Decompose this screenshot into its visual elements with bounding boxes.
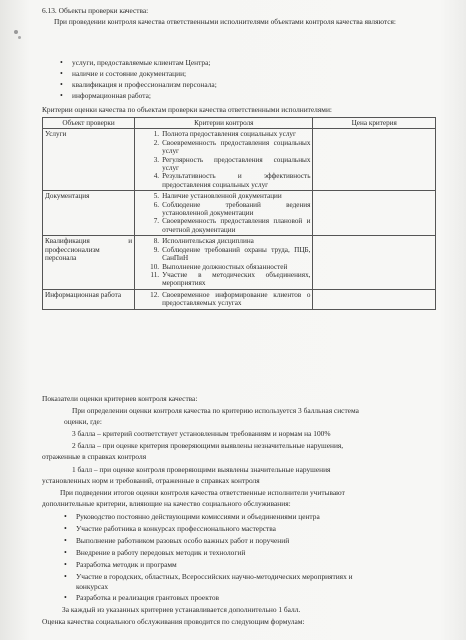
extra-item: • Разработка методик и программ bbox=[76, 560, 177, 569]
header-criteria: Критерии контроля bbox=[135, 118, 313, 129]
table-caption: Критерии оценки качества по объектам проверки качества ответственными исполнителями: bbox=[42, 105, 332, 114]
row-price bbox=[313, 129, 436, 191]
bonus-note: За каждый из указанных критериев устанавливается дополнительно 1 балл. bbox=[62, 605, 301, 614]
criterion-item: 1. Полнота предоставления социальных услуг bbox=[153, 130, 296, 139]
extra-criteria-intro: При подведении итогов оценки контроля качества ответственные исполнители учитывают bbox=[60, 488, 345, 497]
row-object: Документация bbox=[43, 191, 135, 236]
table-row bbox=[43, 236, 436, 289]
table-row bbox=[43, 129, 436, 191]
score-3: 3 балла – критерий соответствует установленным требованиям и нормам на 100% bbox=[72, 429, 331, 438]
extra-item-cont: конкурсах bbox=[76, 582, 109, 591]
row-price bbox=[313, 236, 436, 289]
score-1-cont: установленных норм и требований, отраженные в справках контроля bbox=[42, 476, 260, 485]
formula-intro: Оценка качества социального обслуживания проводится по следующим формулам: bbox=[42, 617, 305, 626]
scan-speck bbox=[14, 30, 18, 34]
table-header-row bbox=[43, 118, 436, 129]
table-row bbox=[43, 191, 436, 236]
criterion-item: 10. Выполнение должностных обязанностей bbox=[150, 262, 288, 271]
extra-item: • Руководство постоянно действующими комиссиями и объединениями центра bbox=[76, 512, 320, 521]
scale-intro: При определении оценки контроля качества по критерию используется 3 балльная система bbox=[72, 406, 359, 415]
row-criteria bbox=[135, 129, 313, 191]
extra-criteria-intro-cont: дополнительные критерии, влияющие на качество социального обслуживания: bbox=[42, 499, 291, 508]
row-criteria bbox=[135, 236, 313, 289]
row-object: Услуги bbox=[43, 129, 135, 191]
scan-speck bbox=[18, 36, 21, 39]
criterion-item: 11. Участие в методических объединениях, мероприятиях bbox=[150, 270, 311, 288]
criterion-item: 6. Соблюдение требований ведения установленной документации bbox=[153, 200, 311, 218]
header-object: Объект проверки bbox=[43, 118, 135, 129]
score-1: 1 балл – при оценке контроля проверяющими выявлены значительные нарушения bbox=[72, 465, 331, 474]
extra-item: • Внедрение в работу передовых методик и технологий bbox=[76, 548, 245, 557]
scale-intro-cont: оценки, где: bbox=[64, 417, 102, 426]
criterion-item: 4. Результативность и эффективность предоставления социальных услуг bbox=[153, 172, 311, 189]
criterion-item: 9. Соблюдение требований охраны труда, ПЦБ, СанПиН bbox=[153, 245, 311, 263]
object-item: • наличие и состояние документации; bbox=[72, 69, 186, 78]
object-item: • услуги, предоставляемые клиентам Центра; bbox=[72, 58, 210, 67]
extra-item: • Участие в городских, областных, Всероссийских научно-методических мероприятиях и bbox=[76, 572, 353, 581]
extra-item: • Выполнение работником разовых особо важных работ и поручений bbox=[76, 536, 289, 545]
object-item: • квалификация и профессионализм персонала; bbox=[72, 80, 217, 89]
row-object: Квалификация и профессионализм персонала bbox=[43, 236, 135, 289]
table-row bbox=[43, 289, 436, 309]
section-heading: 6.13. Объекты проверки качества: bbox=[42, 6, 149, 15]
row-object: Информационная работа bbox=[43, 289, 135, 309]
extra-item: • Разработка и реализация грантовых проектов bbox=[76, 593, 219, 602]
criteria-table bbox=[42, 117, 436, 310]
header-price: Цена критерия bbox=[313, 118, 436, 129]
row-criteria bbox=[135, 191, 313, 236]
intro-paragraph: При проведении контроля качества ответственными исполнителями объектами контроля качества являются: bbox=[54, 17, 396, 26]
indicators-title: Показатели оценки критериев контроля качества: bbox=[42, 394, 198, 403]
object-item: • информационная работа; bbox=[72, 91, 151, 100]
row-price bbox=[313, 191, 436, 236]
criterion-item: 3. Регулярность предоставления социальных услуг bbox=[153, 155, 311, 173]
criterion-item: 5. Наличие установленной документации bbox=[153, 192, 282, 201]
row-price bbox=[313, 289, 436, 309]
row-criteria bbox=[135, 289, 313, 309]
score-2: 2 балла – при оценке критерия проверяющими выявлены незначительные нарушения, bbox=[72, 441, 344, 450]
criterion-item: 12. Своевременное информирование клиентов о предоставляемых услугах bbox=[150, 290, 311, 308]
criterion-item: 7. Своевременность предоставления плановой и отчетной документации bbox=[153, 217, 311, 234]
extra-item: • Участие работника в конкурсах профессионального мастерства bbox=[76, 524, 276, 533]
criterion-item: 2. Своевременность предоставления социальных услуг bbox=[153, 138, 311, 156]
score-2-cont: отраженные в справках контроля bbox=[42, 452, 147, 461]
criterion-item: 8. Исполнительская дисциплина bbox=[153, 237, 254, 246]
